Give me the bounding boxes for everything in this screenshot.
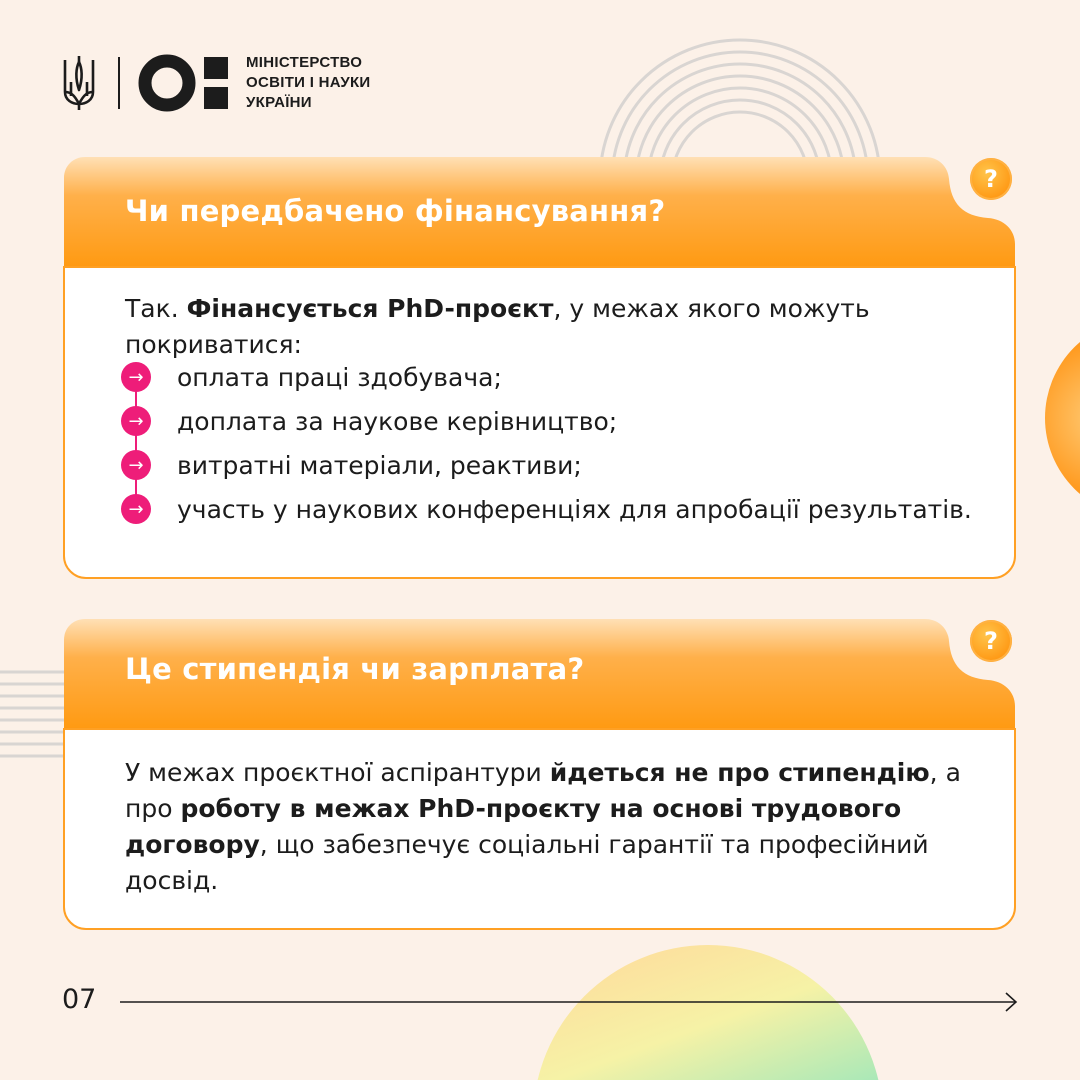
salary-text	[125, 755, 975, 899]
arrow-bullet-icon: →	[121, 494, 151, 524]
ministry-logo-icon	[138, 54, 230, 112]
decorative-lines	[0, 668, 70, 764]
salary-bold-2: роботу в межах PhD-проєкту на основі трудового договору	[125, 794, 902, 859]
arrow-right-icon	[120, 990, 1020, 1014]
ministry-name	[246, 53, 371, 113]
arrow-bullet-icon: →	[121, 406, 151, 436]
salary-card	[63, 618, 1016, 930]
list-item	[121, 487, 972, 531]
list-item-text: оплата праці здобувача;	[177, 362, 502, 392]
list-item	[121, 443, 972, 487]
funding-card	[63, 156, 1016, 579]
funding-intro-bold: Фінансується PhD-проєкт	[186, 294, 554, 323]
funding-intro-suffix: , у межах якого можуть покриватися:	[125, 294, 870, 359]
list-item	[121, 399, 972, 443]
decorative-orange-circle	[1045, 318, 1080, 518]
list-item	[121, 355, 972, 399]
question-badge-icon: ?	[970, 620, 1012, 662]
header	[62, 53, 371, 113]
salary-text-3: , що забезпечує соціальні гарантії та професійний досвід.	[125, 830, 929, 895]
funding-intro	[125, 291, 945, 363]
ministry-line-3: УКРАЇНИ	[246, 94, 312, 111]
funding-list	[121, 355, 972, 531]
list-item-text: участь у наукових конференціях для апробації результатів.	[177, 494, 972, 524]
funding-intro-prefix: Так.	[125, 294, 187, 323]
ministry-line-2: ОСВІТИ І НАУКИ	[246, 74, 371, 91]
arrow-bullet-icon: →	[121, 362, 151, 392]
funding-card-title: Чи передбачено фінансування?	[125, 194, 666, 228]
ministry-line-1: МІНІСТЕРСТВО	[246, 54, 363, 71]
page-number: 07	[62, 984, 97, 1015]
arrow-bullet-icon: →	[121, 450, 151, 480]
question-badge-icon: ?	[970, 158, 1012, 200]
salary-text-2: , а про	[125, 758, 961, 823]
salary-text-1: У межах проєктної аспірантури	[125, 758, 550, 787]
list-item-text: доплата за наукове керівництво;	[177, 406, 618, 436]
salary-card-title: Це стипендія чи зарплата?	[125, 652, 585, 686]
header-divider	[118, 57, 120, 109]
decorative-arcs	[560, 0, 920, 180]
list-item-text: витратні матеріали, реактиви;	[177, 450, 582, 480]
bullet-connector-line	[135, 375, 137, 510]
salary-bold-1: йдеться не про стипендію	[549, 758, 930, 787]
trident-icon	[62, 54, 96, 112]
